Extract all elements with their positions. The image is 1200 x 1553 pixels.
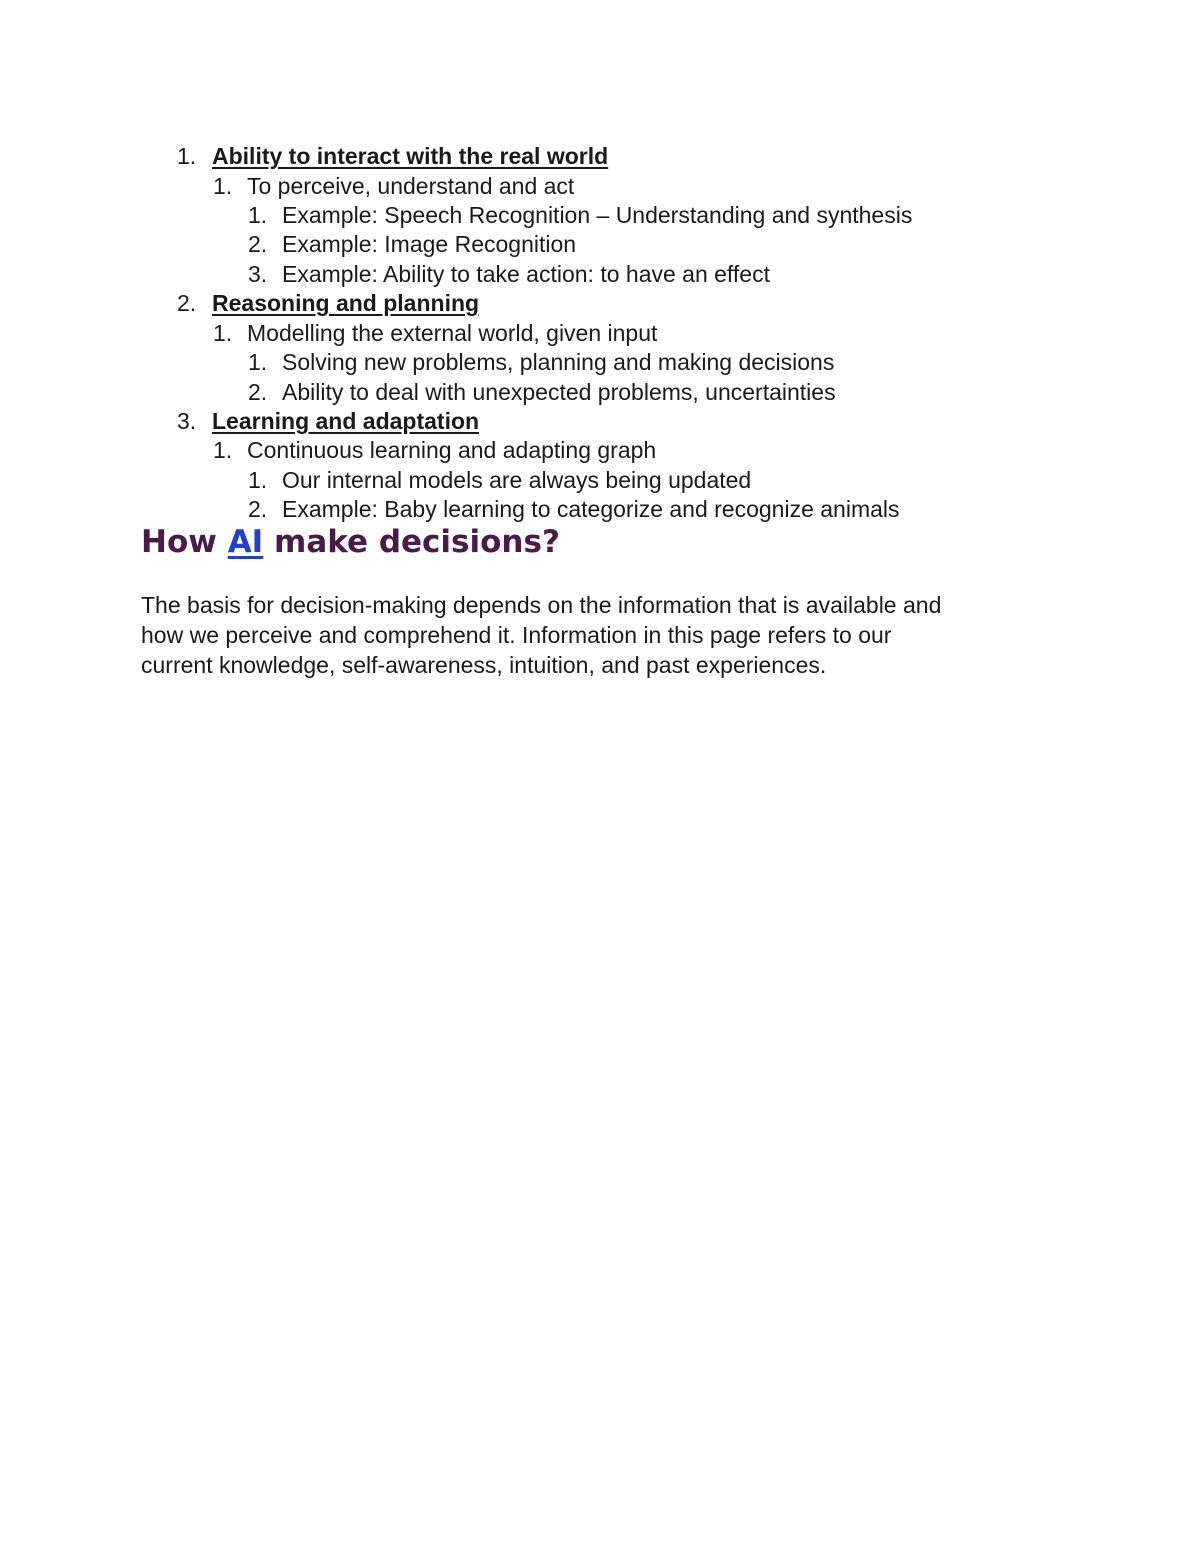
list-item-text: Example: Ability to take action: to have an effect	[282, 261, 770, 287]
list-item-text: To perceive, understand and act	[247, 173, 575, 199]
list-number: 1.	[213, 437, 233, 463]
list-item-text: Continuous learning and adapting graph	[247, 437, 657, 463]
list-number: 1.	[177, 143, 197, 169]
list-item-text: Our internal models are always being updated	[282, 467, 752, 493]
ai-link[interactable]: AI	[227, 524, 264, 560]
list-number: 3.	[248, 261, 268, 287]
section-title: Ability to interact with the real world	[212, 143, 609, 169]
list-item-text: Example: Image Recognition	[282, 231, 577, 257]
paragraph-line: current knowledge, self-awareness, intuition, and past experiences.	[141, 652, 827, 678]
list-number: 1.	[248, 467, 268, 493]
list-number: 1.	[248, 349, 268, 375]
list-number: 1.	[213, 173, 233, 199]
list-item-text: Example: Baby learning to categorize and recognize animals	[282, 496, 900, 522]
section-heading	[141, 521, 560, 563]
section-title: Reasoning and planning	[212, 290, 480, 316]
list-number: 2.	[177, 290, 197, 316]
list-item-text: Modelling the external world, given input	[247, 320, 658, 346]
list-number: 2.	[248, 379, 268, 405]
section-title: Learning and adaptation	[212, 408, 480, 434]
heading-text-after: make decisions?	[263, 524, 560, 560]
list-number: 1.	[213, 320, 233, 346]
list-number: 3.	[177, 408, 197, 434]
list-item-text: Solving new problems, planning and making decisions	[282, 349, 835, 375]
paragraph-line: The basis for decision-making depends on the information that is available and	[141, 592, 942, 618]
list-item-text: Ability to deal with unexpected problems, uncertainties	[282, 379, 836, 405]
list-number: 1.	[248, 202, 268, 228]
list-item-text: Example: Speech Recognition – Understanding and synthesis	[282, 202, 913, 228]
paragraph-line: how we perceive and comprehend it. Information in this page refers to our	[141, 622, 892, 648]
heading-text-before: How	[141, 524, 228, 560]
list-number: 2.	[248, 231, 268, 257]
body-paragraph	[141, 590, 1061, 680]
list-number: 2.	[248, 496, 268, 522]
